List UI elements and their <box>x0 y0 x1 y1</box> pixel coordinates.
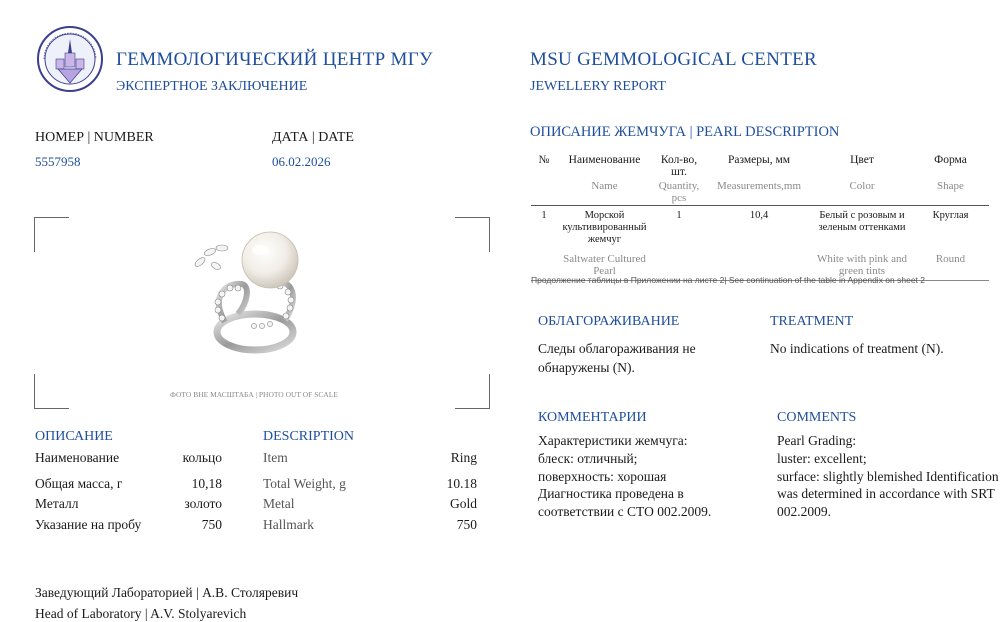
subtitle-en: JEWELLERY REPORT <box>530 79 666 94</box>
photo-caption: ФОТО ВНЕ МАСШТАБА | PHOTO OUT OF SCALE <box>170 390 338 399</box>
cell-number: 1 <box>541 210 547 221</box>
comment-line: luster: excellent; <box>777 450 867 466</box>
photo-frame-corner-bl <box>34 374 69 409</box>
col-name: Наименование <box>568 154 641 166</box>
comment-line: соответствии с СТО 002.2009. <box>538 504 712 520</box>
number-label: НОМЕР | NUMBER <box>35 130 154 145</box>
weight-label-en: Total Weight, g <box>263 476 346 491</box>
photo-frame-corner-tr <box>455 217 490 252</box>
col-number-en <box>531 179 557 206</box>
comments-heading-ru: КОММЕНТАРИИ <box>538 410 647 425</box>
cell-name-en: Saltwater Cultured Pearl <box>557 247 652 281</box>
treatment-text-en: No indications of treatment (N). <box>770 341 944 356</box>
treatment-heading-ru: ОБЛАГОРАЖИВАНИЕ <box>538 314 680 329</box>
cell-shape: Круглая <box>932 210 969 221</box>
weight-value-ru: 10,18 <box>191 476 222 491</box>
treatment-text-ru: Следы облагораживания не обнаружены (N). <box>538 341 696 375</box>
hallmark-label-ru: Указание на пробу <box>35 517 142 532</box>
comments-heading-en: COMMENTS <box>777 410 857 425</box>
description-heading-en: DESCRIPTION <box>263 429 355 444</box>
signature-ru: Заведующий Лабораторией | А.В. Столяревич <box>35 585 299 600</box>
pearl-table <box>531 150 989 281</box>
photo-frame-corner-br <box>455 374 490 409</box>
col-shape: Форма <box>934 154 967 166</box>
subtitle-ru: ЭКСПЕРТНОЕ ЗАКЛЮЧЕНИЕ <box>116 79 308 94</box>
hallmark-value-ru: 750 <box>201 517 222 532</box>
comment-line: Характеристики жемчуга: <box>538 433 688 448</box>
comment-line: 002.2009. <box>777 504 831 520</box>
col-shape-en: Shape <box>937 180 964 192</box>
metal-value-en: Gold <box>450 496 477 511</box>
university-emblem-icon <box>36 25 104 93</box>
col-name-en: Name <box>591 180 618 192</box>
comments-text-en <box>777 432 999 521</box>
col-number: № <box>538 154 550 166</box>
cell-color: Белый с розовым и зеленым оттенками <box>818 210 906 233</box>
description-heading-ru: ОПИСАНИЕ <box>35 429 113 444</box>
date-label: ДАТА | DATE <box>272 130 354 145</box>
comment-line: was determined in accordance with SRT <box>777 486 995 502</box>
item-label-ru: Наименование <box>35 450 120 465</box>
metal-value-ru: золото <box>184 496 222 511</box>
pearl-table-header-en <box>531 179 989 206</box>
cell-quantity: 1 <box>676 210 682 221</box>
title-en: MSU GEMMOLOGICAL CENTER <box>530 49 817 70</box>
date-value: 06.02.2026 <box>272 154 331 169</box>
item-value-en: Ring <box>450 450 477 465</box>
hallmark-value-en: 750 <box>456 517 477 532</box>
treatment-heading-en: TREATMENT <box>770 314 854 329</box>
msu-logo <box>36 25 104 93</box>
cell-measurements: 10,4 <box>749 210 769 221</box>
item-label-en: Item <box>263 450 288 465</box>
comment-line: surface: slightly blemished Identification <box>777 468 999 484</box>
comments-text-ru <box>538 432 711 521</box>
comment-line: поверхность: хорошая <box>538 468 667 484</box>
comment-line: блеск: отличный; <box>538 450 638 466</box>
cell-color-en: White with pink and green tints <box>812 247 912 281</box>
hallmark-label-en: Hallmark <box>263 517 314 532</box>
col-measurements: Размеры, мм <box>727 154 791 166</box>
pearl-table-header-ru <box>531 150 989 179</box>
pearl-ring-image <box>180 222 320 362</box>
signature-en: Head of Laboratory | A.V. Stolyarevich <box>35 606 247 621</box>
cell-shape-en: Round <box>912 247 989 281</box>
title-ru: ГЕММОЛОГИЧЕСКИЙ ЦЕНТР МГУ <box>116 49 433 70</box>
photo-frame-corner-tl <box>34 217 69 252</box>
metal-label-en: Metal <box>263 496 295 511</box>
table-row <box>531 206 989 247</box>
col-color-en: Color <box>849 180 875 192</box>
col-measurements-en: Measurements,mm <box>716 180 801 192</box>
cell-name: Морской культивированный жемчуг <box>562 210 647 245</box>
weight-label-ru: Общая масса, г <box>35 476 123 491</box>
metal-label-ru: Металл <box>35 496 79 511</box>
table-footnote: Продолжение таблицы в Приложении на листе 2| See continuation of the table in Appendix on sheet 2 <box>531 275 926 285</box>
comment-line: Диагностика проведена в <box>538 486 684 502</box>
col-color: Цвет <box>850 154 874 166</box>
pearl-heading: ОПИСАНИЕ ЖЕМЧУГА | PEARL DESCRIPTION <box>530 124 840 140</box>
col-quantity-en: Quantity, pcs <box>658 180 700 204</box>
item-value-ru: кольцо <box>182 450 222 465</box>
comment-line: Pearl Grading: <box>777 433 857 448</box>
col-quantity: Кол-во, шт. <box>660 154 698 178</box>
ring-photo <box>180 222 320 362</box>
number-value: 5557958 <box>35 154 81 169</box>
weight-value-en: 10.18 <box>446 476 477 491</box>
